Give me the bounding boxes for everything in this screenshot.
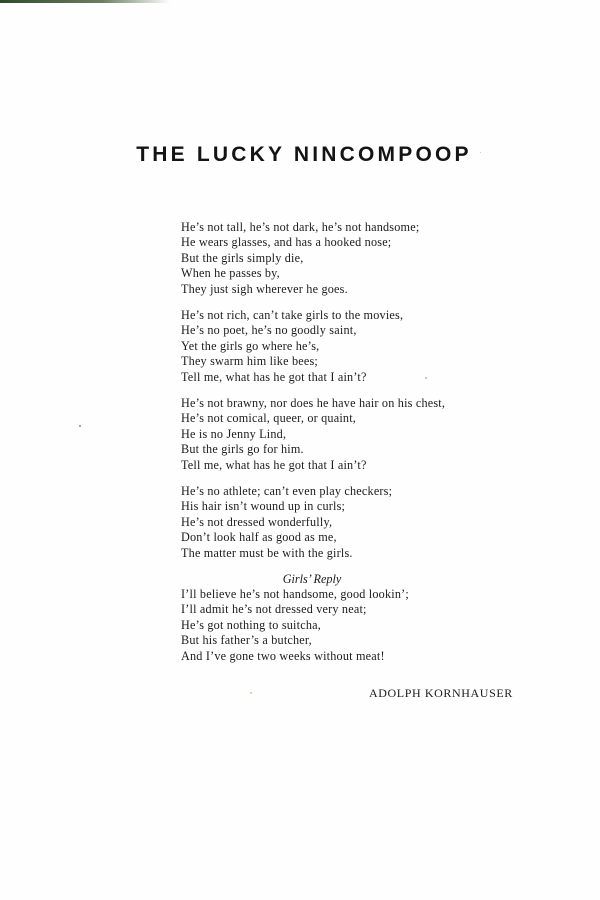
- poem-line: But his father’s a butcher,: [181, 633, 312, 648]
- paper-speck: [250, 692, 252, 694]
- poem-line: Tell me, what has he got that I ain’t?: [181, 369, 367, 384]
- poem-line: I’ll believe he’s not handsome, good lookin’;: [181, 587, 409, 601]
- poem-line: He is no Jenny Lind,: [181, 426, 287, 441]
- poem-line: But the girls simply die,: [181, 250, 304, 265]
- poem-line: But the girls go for him.: [181, 442, 304, 457]
- poem-line: He’s not brawny, nor does he have hair on his chest,: [181, 396, 446, 410]
- paper-speck: [79, 425, 81, 427]
- poem-line: They swarm him like bees;: [181, 354, 318, 369]
- paper-speck: [480, 152, 481, 153]
- author-name: ADOLPH KORNHAUSER: [369, 686, 513, 700]
- reply-heading: Girls’ Reply: [282, 572, 342, 586]
- poem-line: Tell me, what has he got that I ain’t?: [181, 457, 367, 472]
- poem-line: The matter must be with the girls.: [181, 545, 353, 560]
- poem-line: He’s not tall, he’s not dark, he’s not handsome;: [181, 220, 420, 234]
- poem-line: Yet the girls go where he’s,: [181, 338, 320, 353]
- poem-line: He’s got nothing to suitcha,: [181, 617, 321, 632]
- paper-speck: [425, 377, 427, 379]
- page-edge-mark: [0, 0, 170, 3]
- poem-line: He’s not dressed wonderfully,: [181, 514, 333, 529]
- poem-title: THE LUCKY NINCOMPOOP: [136, 143, 472, 166]
- stanza-4: [181, 484, 392, 561]
- poem-line: He wears glasses, and has a hooked nose;: [181, 235, 392, 250]
- reply-stanza: [181, 587, 409, 664]
- poem-line: When he passes by,: [181, 266, 280, 281]
- poem-line: He’s not rich, can’t take girls to the movies,: [181, 308, 404, 322]
- poem-line: He’s not comical, queer, or quaint,: [181, 411, 357, 426]
- poem-line: Don’t look half as good as me,: [181, 530, 337, 545]
- poem-line: He’s no poet, he’s no goodly saint,: [181, 323, 357, 338]
- poem-line: His hair isn’t wound up in curls;: [181, 499, 346, 514]
- stanza-1: [181, 220, 419, 297]
- poem-line: He’s no athlete; can’t even play checkers;: [181, 484, 393, 498]
- poem-line: They just sigh wherever he goes.: [181, 281, 348, 296]
- poem-line: And I’ve gone two weeks without meat!: [181, 648, 385, 663]
- stanza-2: [181, 308, 403, 385]
- stanza-3: [181, 396, 445, 473]
- poem-line: I’ll admit he’s not dressed very neat;: [181, 602, 367, 617]
